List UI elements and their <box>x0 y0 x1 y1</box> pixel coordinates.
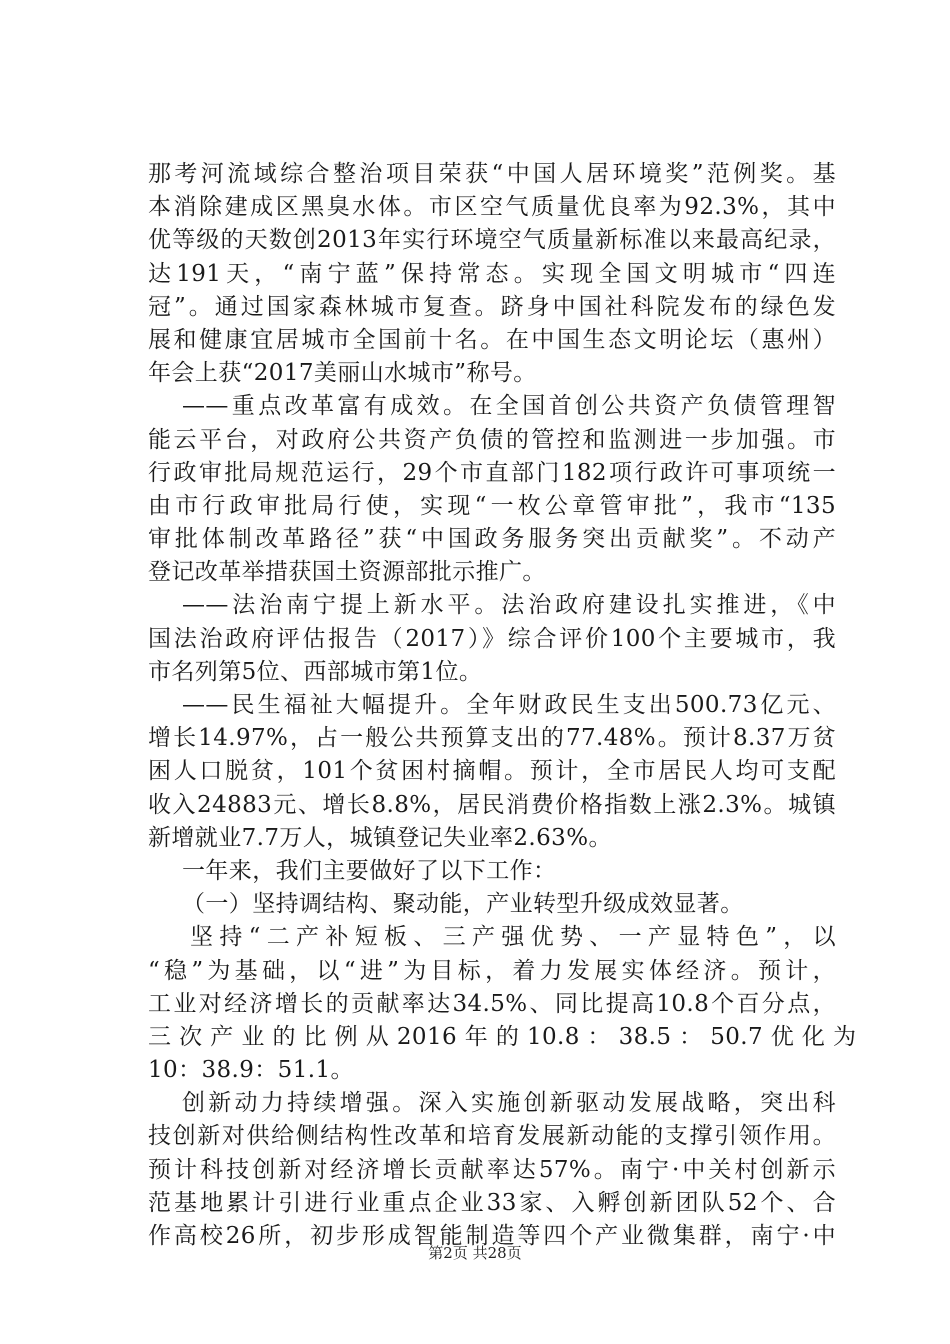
text-line: 坚持“二产补短板、三产强优势、一产显特色”，以 <box>190 924 836 951</box>
text-line: ——重点改革富有成效。在全国首创公共资产负债管理智 <box>182 393 836 420</box>
text-line: 年会上获“2017美丽山水城市”称号。 <box>148 360 537 387</box>
text-line: 能云平台，对政府公共资产负债的管控和监测进一步加强。市 <box>148 426 836 453</box>
text-line: 范基地累计引进行业重点企业33家、入孵创新团队52个、合 <box>148 1189 836 1216</box>
text-line: 那考河流域综合整治项目荣获“中国人居环境奖”范例奖。基 <box>148 161 836 187</box>
text-line: 达191天，“南宁蓝”保持常态。实现全国文明城市“四连 <box>148 260 836 287</box>
text-line: （一）坚持调结构、聚动能，产业转型升级成效显著。 <box>182 891 744 918</box>
text-line: 本消除建成区黑臭水体。市区空气质量优良率为92.3%，其中 <box>148 194 836 221</box>
text-line: ——法治南宁提上新水平。法治政府建设扎实推进，《中 <box>182 592 836 619</box>
text-line: 工业对经济增长的贡献率达34.5%、同比提高10.8个百分点， <box>148 990 836 1017</box>
text-line: 展和健康宜居城市全国前十名。在中国生态文明论坛（惠州） <box>148 326 836 353</box>
text-line: 行政审批局规范运行，29个市直部门182项行政许可事项统一 <box>148 459 836 486</box>
page-footer: 第2页 共28页 <box>428 1244 522 1262</box>
text-line: ——民生福祉大幅提升。全年财政民生支出500.73亿元、 <box>182 692 836 718</box>
text-line: 预计科技创新对经济增长贡献率达57%。南宁·中关村创新示 <box>148 1156 836 1183</box>
text-line: 技创新对供给侧结构性改革和培育发展新动能的支撑引领作用。 <box>148 1123 836 1150</box>
text-line: 创新动力持续增强。深入实施创新驱动发展战略，突出科 <box>182 1090 836 1117</box>
document-body <box>148 158 857 1253</box>
text-line: 国法治政府评估报告（2017）》综合评价100个主要城市，我 <box>148 625 836 652</box>
text-line: 优等级的天数创2013年实行环境空气质量新标准以来最高纪录， <box>148 227 836 254</box>
text-line: 三 次 产 业 的 比 例 从 2016 年 的 10.8 ： 38.5 ： 50.7 优 化 为 <box>148 1023 857 1050</box>
text-line: 一年来，我们主要做好了以下工作： <box>182 857 557 884</box>
text-line: 增长14.97%，占一般公共预算支出的77.48%。预计8.37万贫 <box>148 725 836 752</box>
text-line: 由市行政审批局行使，实现“一枚公章管审批”，我市“135 <box>148 492 836 519</box>
text-line: 登记改革举措获国土资源部批示推广。 <box>148 559 546 586</box>
text-line: 困人口脱贫，101个贫困村摘帽。预计，全市居民人均可支配 <box>148 758 836 785</box>
text-line: “稳”为基础，以“进”为目标，着力发展实体经济。预计， <box>148 957 836 984</box>
text-line: 收入24883元、增长8.8%，居民消费价格指数上涨2.3%。城镇 <box>148 791 836 818</box>
text-line: 审批体制改革路径”获“中国政务服务突出贡献奖”。不动产 <box>148 526 836 553</box>
text-line: 10：38.9：51.1。 <box>148 1057 354 1084</box>
text-line: 新增就业7.7万人，城镇登记失业率2.63%。 <box>148 824 612 851</box>
text-line: 冠”。通过国家森林城市复查。跻身中国社科院发布的绿色发 <box>148 293 836 320</box>
text-line: 市名列第5位、西部城市第1位。 <box>148 658 483 685</box>
text-line: 作高校26所，初步形成智能制造等四个产业微集群，南宁·中 <box>148 1223 836 1249</box>
